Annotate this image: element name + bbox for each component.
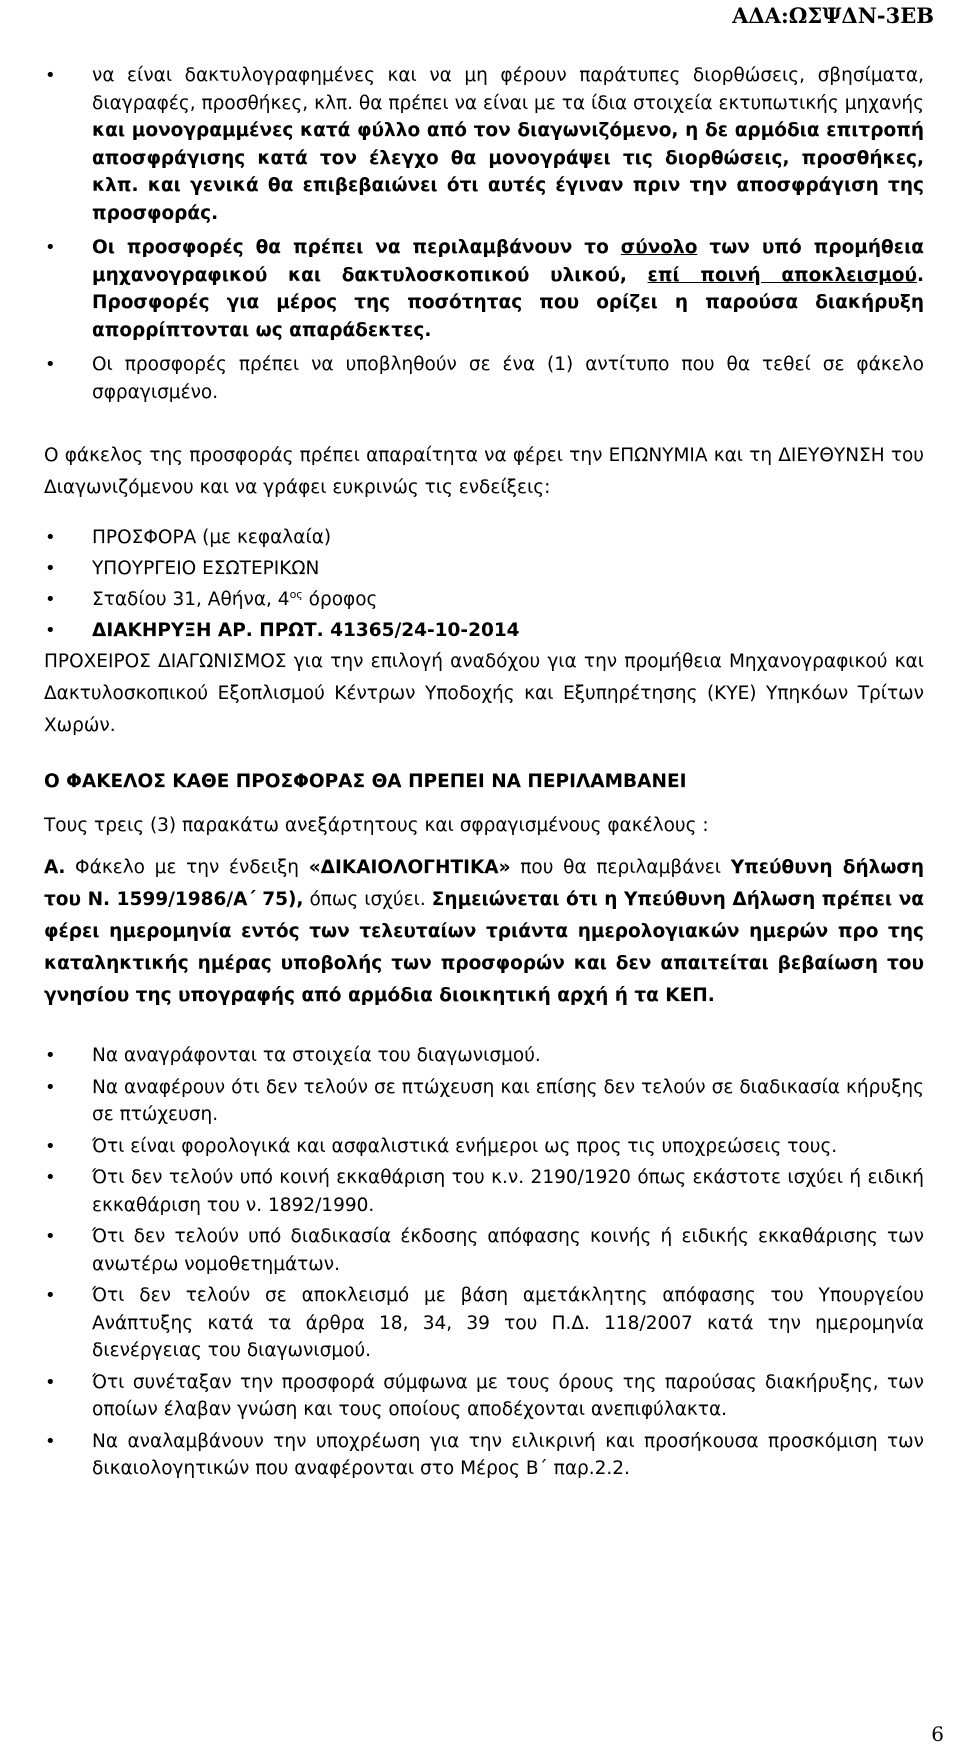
envelope-a-paragraph: Α. Φάκελο με την ένδειξη «ΔΙΚΑΙΟΛΟΓΗΤΙΚΑ» που θα περιλαμβάνει Υπεύθυνη δήλωση του Ν. 1599/1986/Α΄ 75), όπως ισχύει. Σημειώνεται ότι η Υπεύθυνη Δήλωση πρέπει να φέρει ημερομηνία εντός των τελευταίων τριάντα ημερολογιακών ημερών προ της καταληκτικής ημέρας υποβολής των προσφορών και δεν απαιτείται βεβαίωση του γνησίου της υπογραφής από αρμόδια διοικητική αρχή ή τα ΚΕΠ. bbox=[44, 857, 925, 1006]
envelope-marks-list bbox=[44, 522, 924, 646]
list-item: • Ότι είναι φορολογικά και ασφαλιστικά ενήμεροι ως προς τις υποχρεώσεις τους. bbox=[44, 1133, 924, 1161]
ada-header: ΑΔΑ:ΩΣΨΔΝ-3ΕΒ bbox=[732, 3, 934, 28]
list-item: • Ότι συνέταξαν την προσφορά σύμφωνα με τους όρους της παρούσας διακήρυξης, των οποίων έλαβαν γνώση και τους οποίους αποδέχονται ανεπιφύλακτα. bbox=[44, 1369, 924, 1424]
list-item: • Ότι δεν τελούν υπό κοινή εκκαθάριση του κ.ν. 2190/1920 όπως εκάστοτε ισχύει ή ειδική εκκαθάριση του ν. 1892/1990. bbox=[44, 1164, 924, 1219]
envelope-intro: Ο φάκελος της προσφοράς πρέπει απαραίτητα να φέρει την ΕΠΩΝΥΜΙΑ και τη ΔΙΕΥΘΥΝΣΗ του Διαγωνιζόμενου και να γράφει ευκρινώς τις ενδείξεις: bbox=[44, 445, 924, 498]
section-heading: Ο ΦΑΚΕΛΟΣ ΚΑΘΕ ΠΡΟΣΦΟΡΑΣ ΘΑ ΠΡΕΠΕΙ ΝΑ ΠΕΡΙΛΑΜΒΑΝΕΙ bbox=[44, 771, 687, 792]
list-item: • να είναι δακτυλογραφημένες και να μη φέρουν παράτυπες διορθώσεις, σβησίματα, διαγραφές, προσθήκες, κλπ. θα πρέπει να είναι με τα ίδια στοιχεία εκτυπωτικής μηχανής και μονογραμμένες κατά φύλλο από τον διαγωνιζόμενο, η δε αρμόδια επιτροπή αποσφράγισης κατά τον έλεγχο θα μονογράψει τις διορθώσεις, προσθήκες, κλπ. και γενικά θα επιβεβαιώνει ότι αυτές έγιναν πριν την αποσφράγιση της προσφοράς. bbox=[44, 62, 924, 227]
list-item: • Ότι δεν τελούν σε αποκλεισμό με βάση αμετάκλητης απόφασης του Υπουργείου Ανάπτυξης κατά τα άρθρα 18, 34, 39 του Π.Δ. 118/2007 κατά την ημερομηνία διενέργειας του διαγωνισμού. bbox=[44, 1282, 924, 1365]
document-body bbox=[44, 62, 924, 1483]
list-item: • ΔΙΑΚΗΡΥΞΗ ΑΡ. ΠΡΩΤ. 41365/24-10-2014 bbox=[44, 615, 924, 646]
tender-description: ΠΡΟΧΕΙΡΟΣ ΔΙΑΓΩΝΙΣΜΟΣ για την επιλογή αναδόχου για την προμήθεια Μηχανογραφικού και Δακτυλοσκοπικού Εξοπλισμού Κέντρων Υποδοχής και Εξυπηρέτησης (ΚΥΕ) Υπηκόων Τρίτων Χωρών. bbox=[44, 651, 924, 736]
list-item: • Οι προσφορές πρέπει να υποβληθούν σε ένα (1) αντίτυπο που θα τεθεί σε φάκελο σφραγισμένο. bbox=[44, 351, 924, 406]
list-item: • Να αναγράφονται τα στοιχεία του διαγωνισμού. bbox=[44, 1042, 924, 1070]
list-item: • Να αναλαμβάνουν την υποχρέωση για την ειλικρινή και προσήκουσα προσκόμιση των δικαιολογητικών που αναφέρονται στο Μέρος Β΄ παρ.2.2. bbox=[44, 1428, 924, 1483]
list-item: • Οι προσφορές θα πρέπει να περιλαμβάνουν το σύνολο των υπό προμήθεια μηχανογραφικού και δακτυλοσκοπικού υλικού, επί ποινή αποκλεισμού. Προσφορές για μέρος της ποσότητας που ορίζει η παρούσα διακήρυξη απορρίπτονται ως απαράδεκτες. bbox=[44, 234, 924, 344]
list-item: • ΥΠΟΥΡΓΕΙΟ ΕΣΩΤΕΡΙΚΩΝ bbox=[44, 553, 924, 584]
declarations-list bbox=[44, 1042, 924, 1483]
list-item: • Ότι δεν τελούν υπό διαδικασία έκδοσης απόφασης κοινής ή ειδικής εκκαθάρισης των ανωτέρω νομοθετημάτων. bbox=[44, 1223, 924, 1278]
page-number: 6 bbox=[931, 1722, 944, 1746]
list-item: • ΠΡΟΣΦΟΡΑ (με κεφαλαία) bbox=[44, 522, 924, 553]
requirements-list bbox=[44, 62, 924, 406]
three-envelopes-text: Τους τρεις (3) παρακάτω ανεξάρτητους και σφραγισμένους φακέλους : bbox=[44, 815, 709, 836]
list-item: • Να αναφέρουν ότι δεν τελούν σε πτώχευση και επίσης δεν τελούν σε διαδικασία κήρυξης σε πτώχευση. bbox=[44, 1074, 924, 1129]
list-item: • Σταδίου 31, Αθήνα, $4^{o\varsigma}$ όροφος bbox=[44, 584, 924, 615]
